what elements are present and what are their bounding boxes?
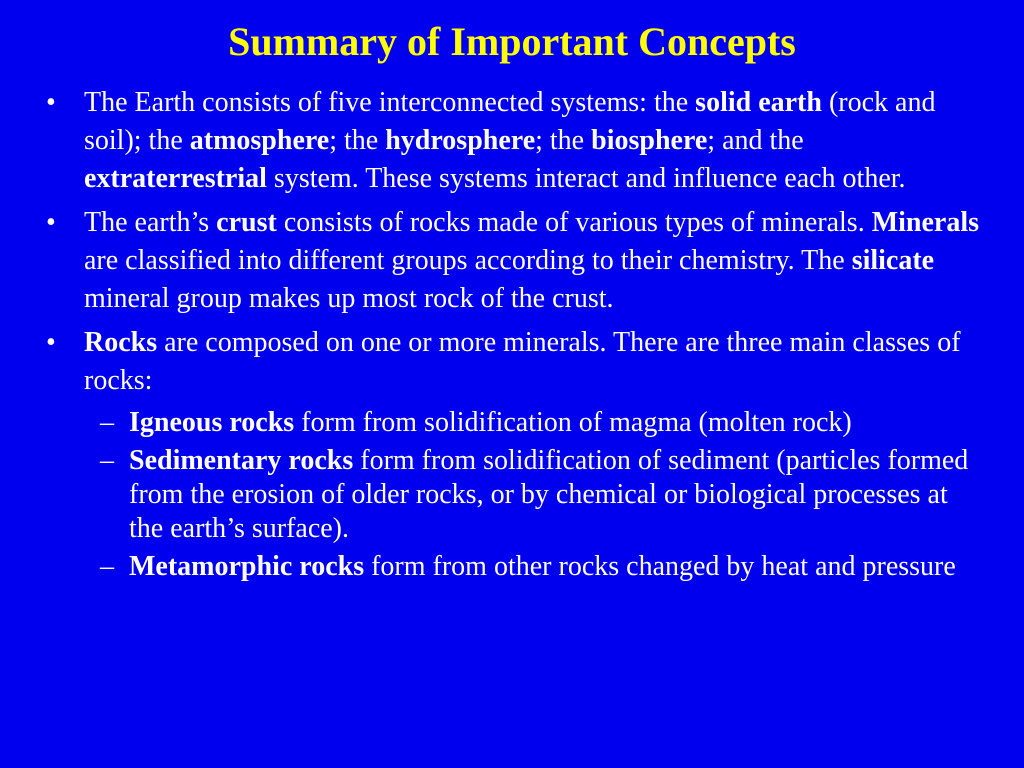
bold-term: solid earth — [695, 87, 822, 118]
slide-content — [42, 84, 982, 588]
text-run: form from solidification of sediment (particles formed from the erosion of older rocks, or by chemical or biological processes at the earth’s surface). — [129, 445, 969, 544]
dash-icon: – — [100, 407, 114, 438]
text-run: (rock and soil); the — [84, 87, 936, 156]
bold-term: Minerals — [871, 207, 980, 238]
text-run: The earth’s — [84, 207, 217, 238]
sub-bullet-text — [129, 407, 852, 438]
text-run: ; the — [329, 125, 386, 156]
sub-bullet-text — [129, 551, 956, 582]
bold-term: extraterrestrial — [84, 163, 267, 194]
bold-term: Rocks — [84, 327, 158, 358]
text-run: ; and the — [707, 125, 804, 156]
bold-term: hydrosphere — [385, 125, 536, 156]
bullet-icon: • — [46, 327, 56, 358]
text-run: form from solidification of magma (molten rock) — [294, 407, 852, 438]
sub-bullet-item — [84, 444, 982, 546]
bold-term: Metamorphic rocks — [129, 551, 365, 582]
text-run: system. These systems interact and influence each other. — [266, 163, 906, 194]
sub-bullet-item — [84, 406, 982, 440]
text-run: are composed on one or more minerals. There are three main classes of rocks: — [84, 327, 961, 396]
bold-term: silicate — [851, 245, 935, 276]
text-run: mineral group makes up most rock of the crust. — [84, 283, 614, 314]
dash-icon: – — [100, 551, 114, 582]
sub-bullet-text — [129, 445, 968, 544]
bullet-icon: • — [46, 207, 56, 238]
bold-term: biosphere — [591, 125, 708, 156]
slide-title: Summary of Important Concepts — [228, 19, 796, 64]
dash-icon: – — [100, 445, 114, 476]
bold-term: atmosphere — [189, 125, 330, 156]
text-run: form from other rocks changed by heat and pressure — [364, 551, 956, 582]
bullet-text — [84, 207, 979, 314]
text-run: consists of rocks made of various types of minerals. — [276, 207, 872, 238]
bold-term: crust — [216, 207, 277, 238]
bold-term: Sedimentary rocks — [129, 445, 354, 476]
bullet-item — [42, 84, 982, 198]
bullet-item — [42, 204, 982, 318]
text-run: The Earth consists of five interconnected systems: the — [84, 87, 696, 118]
text-run: are classified into different groups according to their chemistry. The — [84, 245, 852, 276]
bullet-text — [84, 87, 935, 194]
text-run: ; the — [535, 125, 592, 156]
bullet-item — [42, 324, 982, 400]
bold-term: Igneous rocks — [129, 407, 295, 438]
bullet-icon: • — [46, 87, 56, 118]
bullet-text — [84, 327, 961, 396]
sub-bullet-item — [84, 550, 982, 584]
